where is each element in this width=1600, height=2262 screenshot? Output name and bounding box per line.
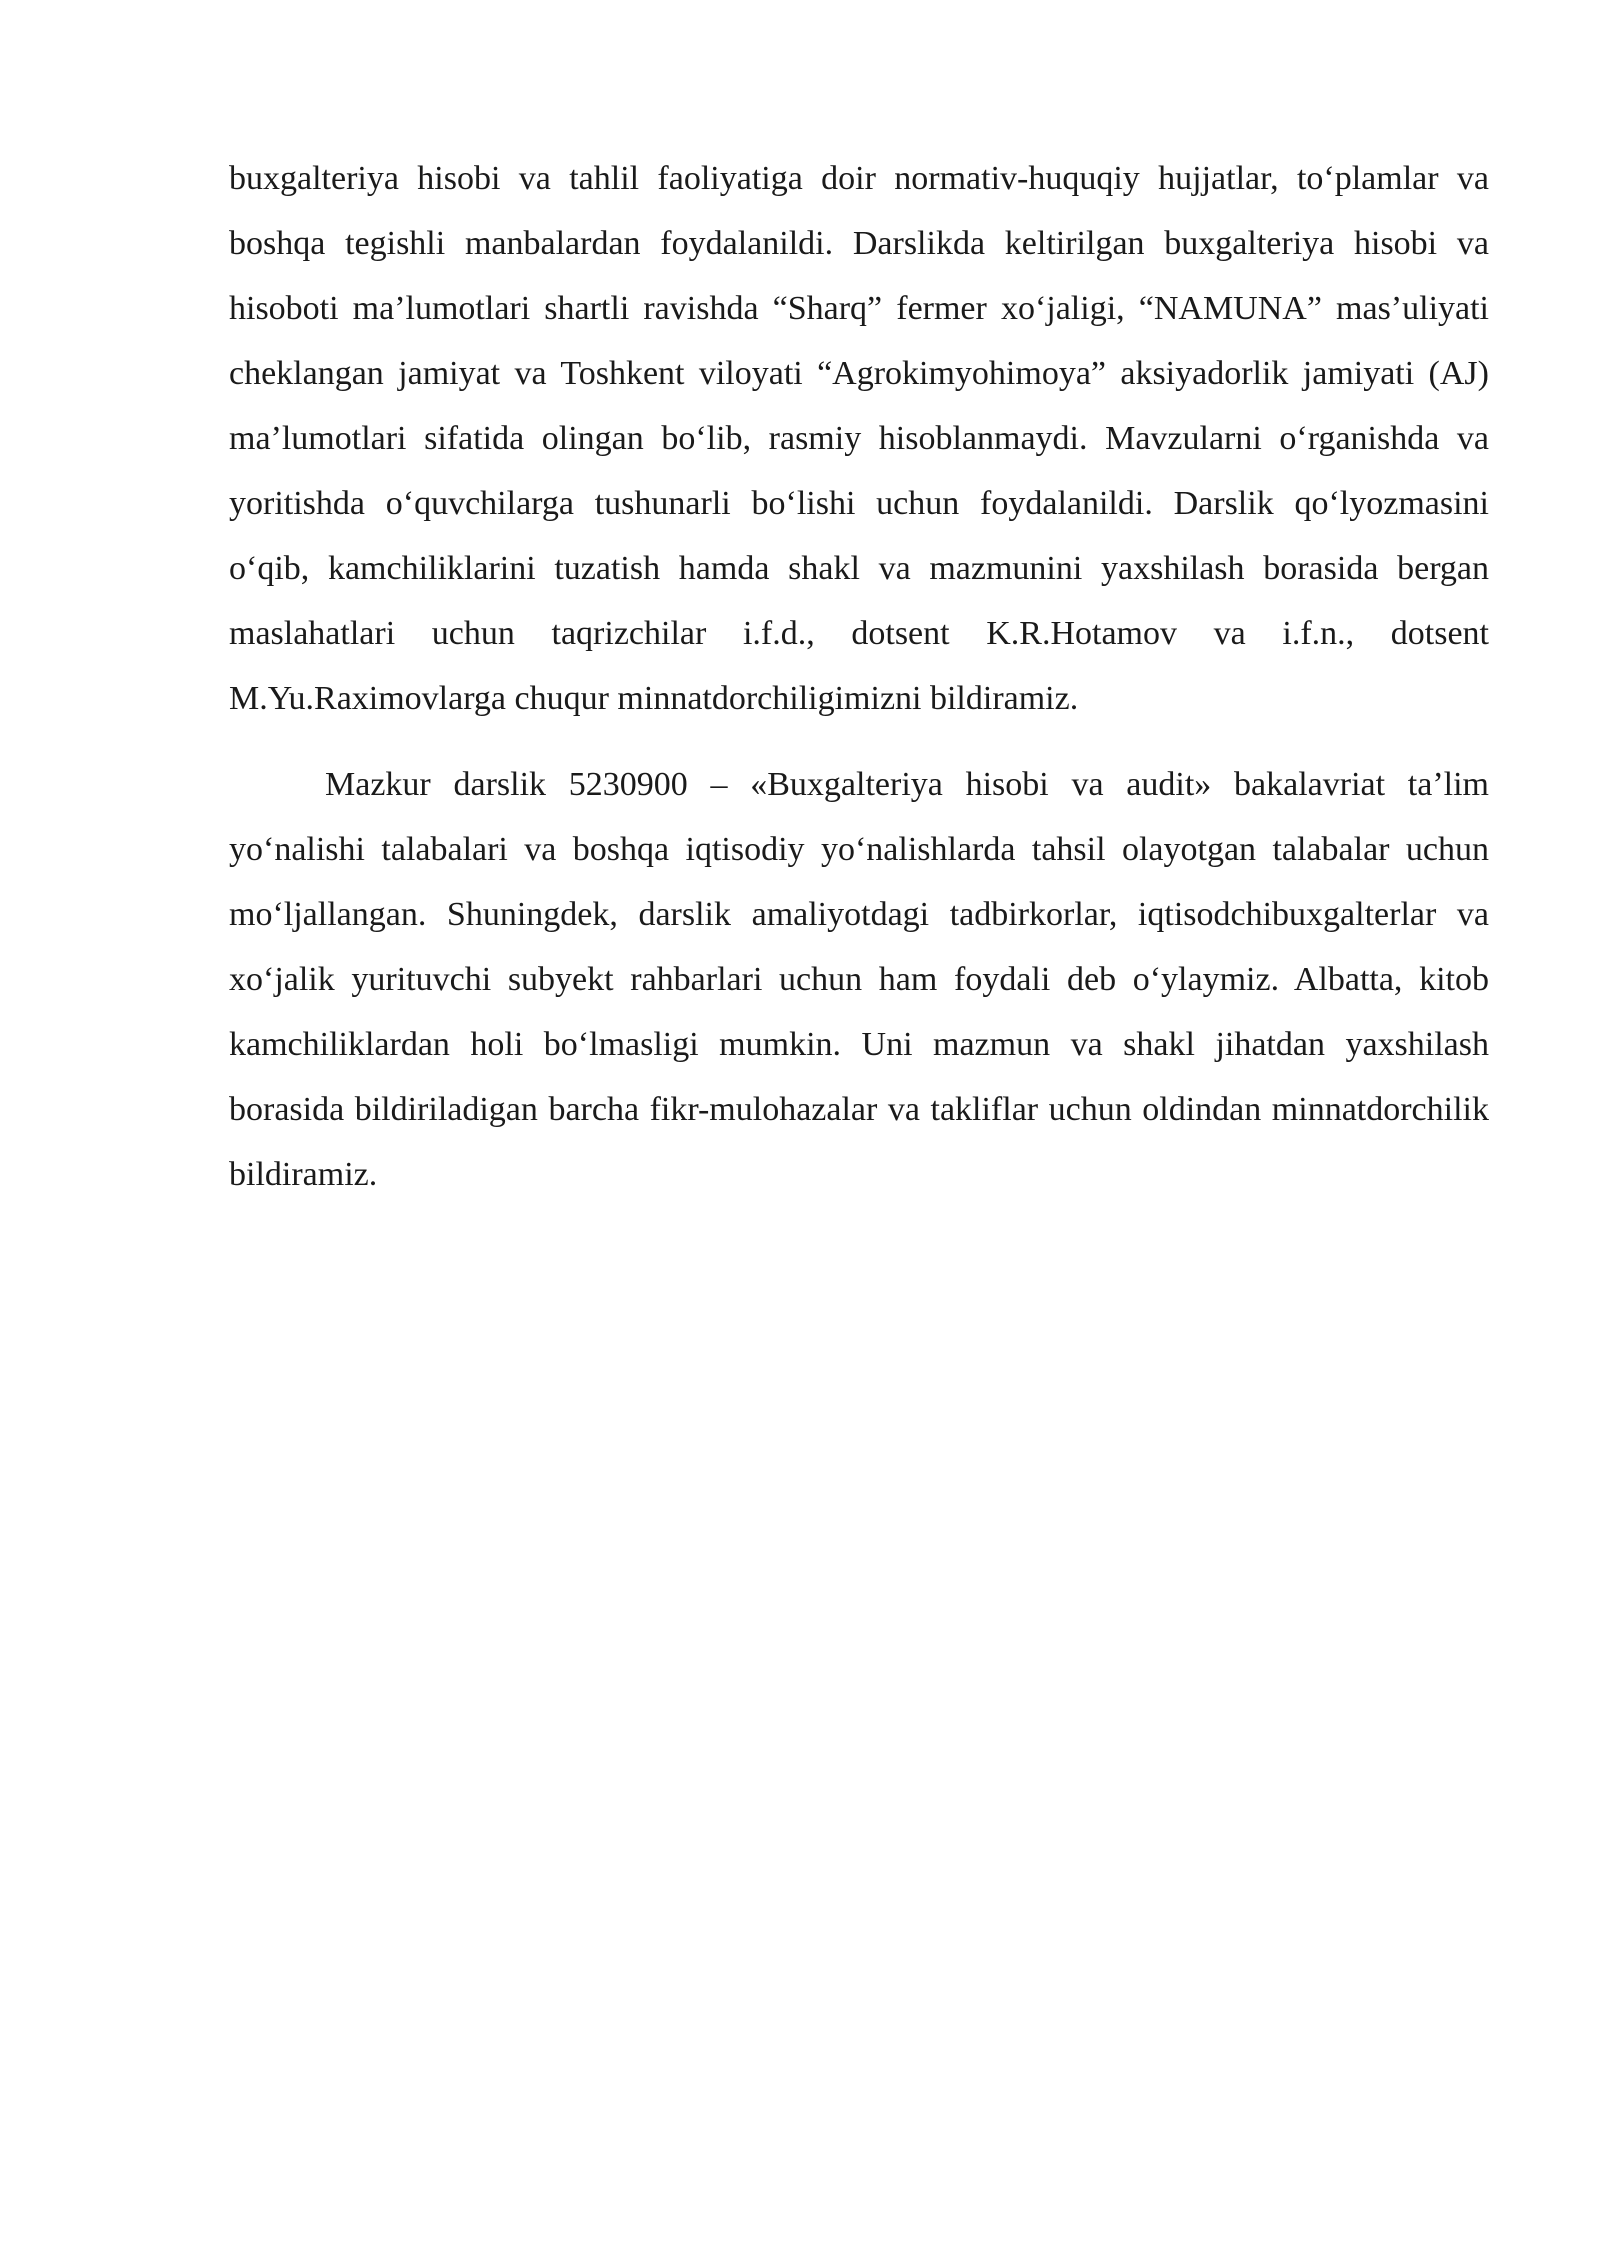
paragraph-intended-audience: Mazkur darslik 5230900 – «Buxgalteriya hisobi va audit» bakalavriat ta’lim yo‘nalishi talabalari va boshqa iqtisodiy yo‘nalishlarda tahsil olayotgan talabalar uchun mo‘ljallangan. Shuningdek, darslik amaliyotdagi tadbirkorlar, iqtisodchibuxgalterlar va xo‘jalik yurituvchi subyekt rahbarlari uchun ham foydali deb o‘ylaymiz. Albatta, kitob kamchiliklardan holi bo‘lmasligi mumkin. Uni mazmun va shakl jihatdan yaxshilash borasida bildiriladigan barcha fikr-mulohazalar va takliflar uchun oldindan minnatdorchilik bildiramiz. [229,766,1489,1193]
paragraph-acknowledgements: buxgalteriya hisobi va tahlil faoliyatiga doir normativ-huquqiy hujjatlar, to‘plamlar va boshqa tegishli manbalardan foydalanildi. Darslikda keltirilgan buxgalteriya hisobi va hisoboti ma’lumotlari shartli ravishda “Sharq” fermer xo‘jaligi, “NAMUNA” mas’uliyati cheklangan jamiyat va Toshkent viloyati “Agrokimyohimoya” aksiyadorlik jamiyati (AJ) ma’lumotlari sifatida olingan bo‘lib, rasmiy hisoblanmaydi. Mavzularni o‘rganishda va yoritishda o‘quvchilarga tushunarli bo‘lishi uchun foydalanildi. Darslik qo‘lyozmasini o‘qib, kamchiliklarini tuzatish hamda shakl va mazmunini yaxshilash borasida bergan maslahatlari uchun taqrizchilar i.f.d., dotsent K.R.Hotamov va i.f.n., dotsent M.Yu.Raximovlarga chuqur minnatdorchiligimizni bildiramiz. [229,160,1489,717]
document-body [229,146,1489,1207]
